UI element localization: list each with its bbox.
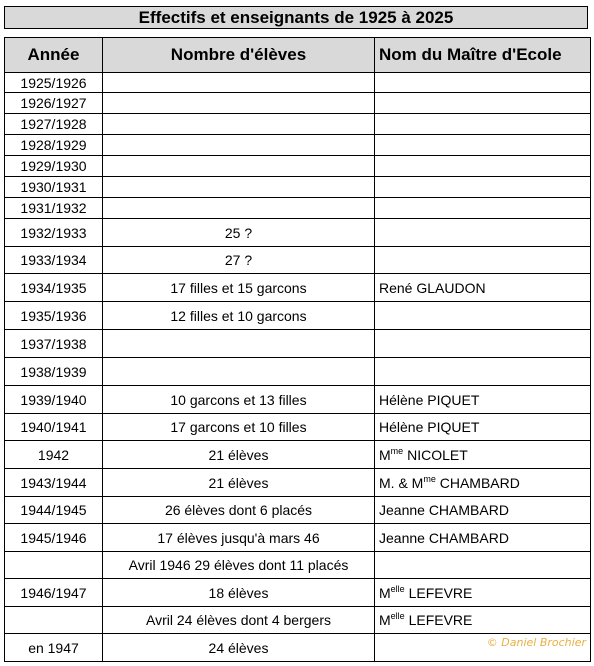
cell-year: 1939/1940 [5, 386, 103, 414]
cell-year: 1933/1934 [5, 247, 103, 274]
table-row [5, 552, 591, 579]
table-row [5, 274, 591, 302]
cell-teacher: René GLAUDON [375, 274, 591, 302]
cell-teacher [375, 177, 591, 198]
table-row [5, 198, 591, 219]
cell-year: 1942 [5, 441, 103, 469]
table-row [5, 247, 591, 274]
cell-count: 18 élèves [103, 579, 375, 607]
cell-teacher [375, 93, 591, 114]
cell-year: 1932/1933 [5, 219, 103, 247]
cell-teacher [375, 330, 591, 358]
cell-count: 17 élèves jusqu'à mars 46 [103, 524, 375, 552]
cell-year [5, 607, 103, 634]
cell-teacher: Hélène PIQUET [375, 414, 591, 441]
cell-year: 1940/1941 [5, 414, 103, 441]
cell-count: Avril 1946 29 élèves dont 11 placés [103, 552, 375, 579]
cell-count [103, 135, 375, 156]
cell-year: 1945/1946 [5, 524, 103, 552]
table-row [5, 135, 591, 156]
cell-year: 1931/1932 [5, 198, 103, 219]
header-row [5, 38, 591, 73]
enrollment-table [4, 37, 591, 662]
cell-year: 1946/1947 [5, 579, 103, 607]
table-body [5, 73, 591, 662]
cell-teacher: Jeanne CHAMBARD [375, 524, 591, 552]
cell-year: 1925/1926 [5, 73, 103, 93]
cell-count: 27 ? [103, 247, 375, 274]
cell-year: 1926/1927 [5, 93, 103, 114]
table-row [5, 414, 591, 441]
cell-teacher [375, 219, 591, 247]
table-row [5, 386, 591, 414]
cell-count [103, 198, 375, 219]
cell-teacher: Hélène PIQUET [375, 386, 591, 414]
table-row [5, 441, 591, 469]
table-row [5, 607, 591, 634]
header-teacher: Nom du Maître d'Ecole [375, 38, 591, 73]
cell-year: 1944/1945 [5, 497, 103, 524]
table-row [5, 114, 591, 135]
cell-count [103, 330, 375, 358]
cell-teacher [375, 552, 591, 579]
cell-year [5, 552, 103, 579]
cell-count [103, 177, 375, 198]
header-year: Année [5, 38, 103, 73]
cell-count: 25 ? [103, 219, 375, 247]
table-row [5, 497, 591, 524]
cell-count: 17 filles et 15 garcons [103, 274, 375, 302]
watermark: © Daniel Brochier [486, 636, 586, 649]
cell-teacher: $M^{me}$ NICOLET [375, 441, 591, 469]
header-count: Nombre d'élèves [103, 38, 375, 73]
cell-count: 21 élèves [103, 441, 375, 469]
cell-teacher [375, 73, 591, 93]
cell-count [103, 93, 375, 114]
cell-count: 21 élèves [103, 469, 375, 497]
table-row [5, 73, 591, 93]
cell-year: 1943/1944 [5, 469, 103, 497]
cell-count: 24 élèves [103, 634, 375, 662]
cell-year: 1928/1929 [5, 135, 103, 156]
table-row [5, 524, 591, 552]
table-row [5, 469, 591, 497]
cell-year: 1934/1935 [5, 274, 103, 302]
cell-teacher: Jeanne CHAMBARD [375, 497, 591, 524]
cell-year: 1935/1936 [5, 302, 103, 330]
cell-year: 1930/1931 [5, 177, 103, 198]
cell-teacher [375, 114, 591, 135]
cell-count [103, 73, 375, 93]
table-row [5, 330, 591, 358]
cell-teacher [375, 156, 591, 177]
cell-teacher [375, 358, 591, 386]
cell-year: 1937/1938 [5, 330, 103, 358]
cell-count: 12 filles et 10 garcons [103, 302, 375, 330]
cell-teacher [375, 135, 591, 156]
cell-teacher: M. & $M^{me}$ CHAMBARD [375, 469, 591, 497]
cell-count [103, 156, 375, 177]
cell-teacher [375, 302, 591, 330]
cell-count [103, 114, 375, 135]
cell-count: Avril 24 élèves dont 4 bergers [103, 607, 375, 634]
table-row [5, 156, 591, 177]
table-row [5, 177, 591, 198]
table-row [5, 579, 591, 607]
cell-teacher: $M^{elle}$ LEFEVRE [375, 579, 591, 607]
table-row [5, 302, 591, 330]
cell-count: 10 garcons et 13 filles [103, 386, 375, 414]
table-title: Effectifs et enseignants de 1925 à 2025 [4, 6, 588, 29]
cell-teacher: $M^{elle}$ LEFEVRE [375, 607, 591, 634]
cell-year: 1927/1928 [5, 114, 103, 135]
cell-year: en 1947 [5, 634, 103, 662]
cell-count: 17 garcons et 10 filles [103, 414, 375, 441]
cell-teacher [375, 198, 591, 219]
cell-year: 1929/1930 [5, 156, 103, 177]
table-row [5, 93, 591, 114]
cell-year: 1938/1939 [5, 358, 103, 386]
table-row [5, 219, 591, 247]
cell-teacher [375, 247, 591, 274]
cell-count: 26 élèves dont 6 placés [103, 497, 375, 524]
cell-count [103, 358, 375, 386]
table-row [5, 358, 591, 386]
